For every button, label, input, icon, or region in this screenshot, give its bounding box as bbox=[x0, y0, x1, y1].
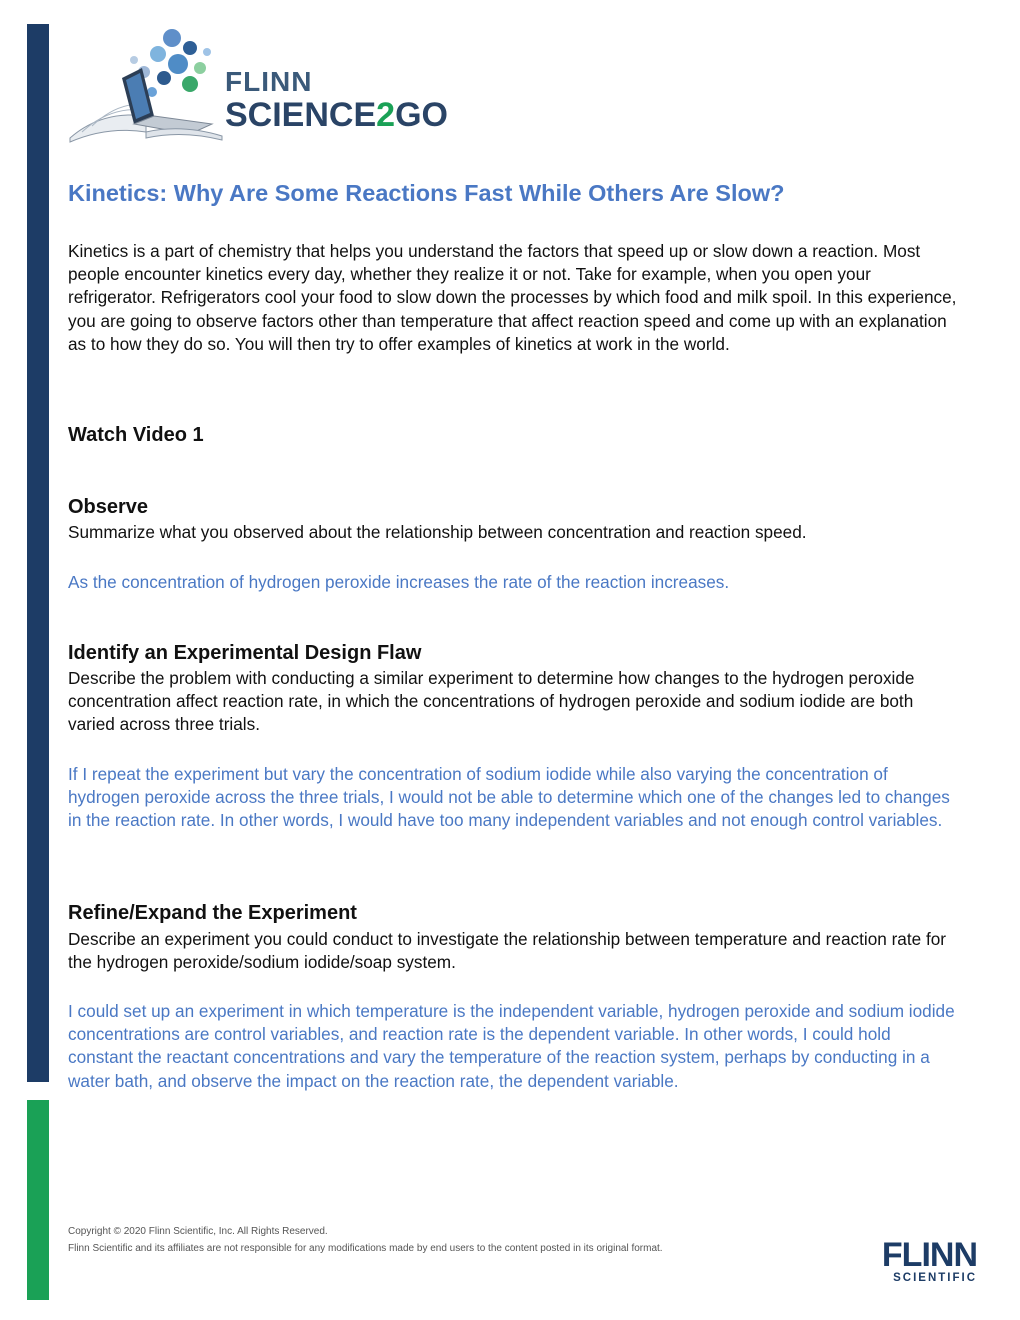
refine-answer: I could set up an experiment in which temperature is the independent variable, hydrogen peroxide and sodium iodide concentrations are control variables, and reaction rate is the dependent variable. In other words, I could hold constant the reactant concentrations and vary the temperature of the reaction system, perhaps by conducting in a water bath, and observe the impact on the reaction rate, the dependent variable. bbox=[68, 1001, 955, 1091]
flaw-heading: Identify an Experimental Design Flaw bbox=[68, 642, 422, 664]
left-accent-bar-navy bbox=[27, 24, 49, 1082]
open-book-laptop-icon bbox=[62, 20, 232, 145]
refine-heading: Refine/Expand the Experiment bbox=[68, 902, 357, 924]
observe-prompt: Summarize what you observed about the relationship between concentration and reaction speed. bbox=[68, 522, 807, 542]
logo-brand-text: FLINN bbox=[225, 66, 313, 97]
flaw-answer: If I repeat the experiment but vary the concentration of sodium iodide while also varying the concentration of hydrogen peroxide across the three trials, I would not be able to determine which one of the changes led to changes in the reaction rate. In other words, I would have too many independent variables and not enough control variables. bbox=[68, 764, 950, 831]
logo-product-science: SCIENCE bbox=[225, 96, 377, 134]
observe-heading: Observe bbox=[68, 496, 149, 518]
observe-answer: As the concentration of hydrogen peroxide increases the rate of the reaction increases. bbox=[68, 572, 730, 592]
flinn-logo-word: FLINN bbox=[881, 1236, 977, 1274]
flinn-science2go-logo bbox=[62, 20, 462, 150]
video-heading: Watch Video 1 bbox=[68, 424, 204, 446]
logo-product-text bbox=[225, 96, 448, 135]
logo-product-two: 2 bbox=[376, 96, 396, 134]
page-title: Kinetics: Why Are Some Reactions Fast While Others Are Slow? bbox=[68, 180, 785, 206]
flinn-scientific-logo bbox=[862, 1238, 977, 1284]
intro-paragraph: Kinetics is a part of chemistry that helps you understand the factors that speed up or slow down a reaction. Most people encounter kinetics every day, whether they realize it or not. Take for example, when you open your refrigerator. Refrigerators cool your food to slow down the processes by which food and milk spoil. In this experience, you are going to observe factors other than temperature that affect reaction speed and come up with an explanation as to how they do so. You will then try to offer examples of kinetics at work in the world. bbox=[68, 241, 957, 354]
refine-prompt: Describe an experiment you could conduct to investigate the relationship between temperature and reaction rate for the hydrogen peroxide/sodium iodide/soap system. bbox=[68, 929, 947, 973]
logo-product-go: GO bbox=[395, 96, 448, 134]
footer-disclaimer: Flinn Scientific and its affiliates are not responsible for any modifications made by end users to the content posted in its original format. bbox=[68, 1243, 663, 1254]
flaw-prompt: Describe the problem with conducting a similar experiment to determine how changes to the hydrogen peroxide concentration affect reaction rate, in which the concentrations of hydrogen peroxide and sodium iodide are both varied across three trials. bbox=[68, 668, 915, 735]
left-accent-bar-green bbox=[27, 1100, 49, 1300]
scientific-logo-word: SCIENTIFIC bbox=[893, 1272, 977, 1284]
footer-copyright: Copyright © 2020 Flinn Scientific, Inc. All Rights Reserved. bbox=[68, 1226, 328, 1237]
